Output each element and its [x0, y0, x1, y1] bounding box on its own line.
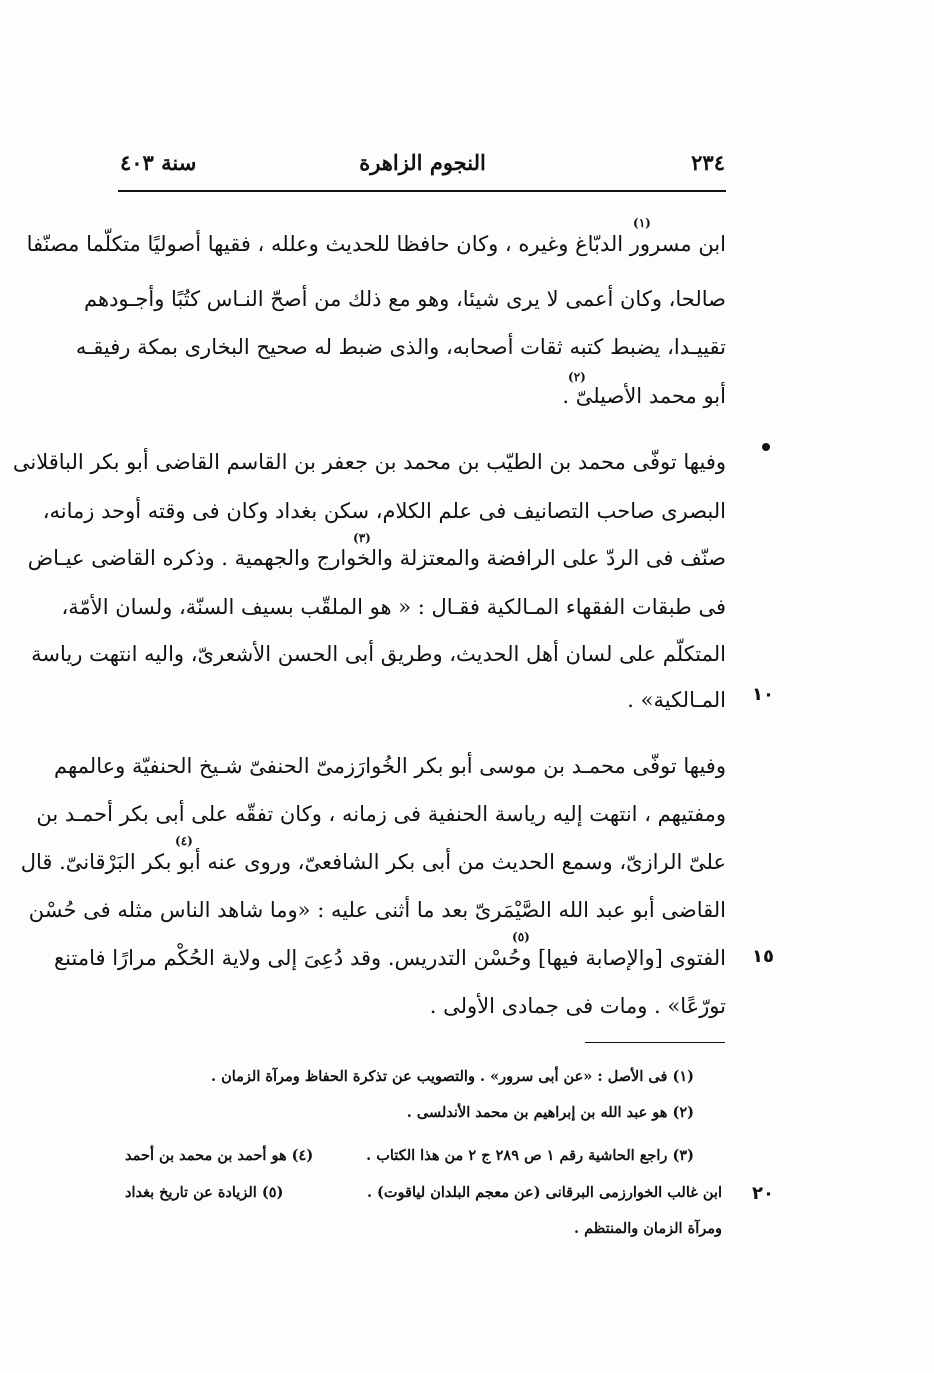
note-marker-5: (٥) [512, 930, 530, 944]
text-line: ابن مسرور الدبّاغ وغيره ، وكان حافظا للحديث وعلله ، فقيها أصوليًا متكلّما مصنّفا [26, 232, 726, 256]
text-line: ومفتيهم ، انتهت إليه رياسة الحنفية فى زمانه ، وكان تفقّه على أبى بكر أحمـد بن [36, 802, 726, 826]
text-line: الفتوى [والإصابة فيها] وحُسْن التدريس. وقد دُعِىَ إلى ولاية الحُكْم مرارًا فامتنع [54, 946, 726, 970]
text-line: البصرى صاحب التصانيف فى علم الكلام، سكن بغداد وكان فى وقته أوحد زمانه، [42, 499, 726, 523]
line-number-10: ١٠ [752, 684, 774, 705]
note-marker-3: (٣) [353, 531, 371, 545]
running-year: سنة ٤٠٣ [120, 150, 197, 175]
footnote-5-start: (٥) الزيادة عن تاريخ بغداد [125, 1184, 284, 1201]
footnote-4-start: (٤) هو أحمد بن محمد بن أحمد [125, 1147, 314, 1164]
footnote-rule [585, 1042, 725, 1043]
running-title: النجوم الزاهرة [359, 150, 486, 175]
text-line: تورّعًا» . ومات فى جمادى الأولى . [429, 994, 726, 1018]
text-line: صالحا، وكان أعمى لا يرى شيئا، وهو مع ذلك من أصحّ النـاس كتُبًا وأجـودهم [84, 287, 726, 311]
text-line: المـالكية» . [627, 688, 726, 712]
footnote-5-cont: ومرآة الزمان والمنتظم . [574, 1220, 722, 1237]
text-line: وفيها توفّى محمـد بن موسى أبو بكر الخُوارَزمىّ الحنفىّ شـيخ الحنفيّة وعالمهم [54, 754, 726, 778]
note-marker-4: (٤) [175, 834, 193, 848]
note-marker-2: (٢) [568, 370, 586, 384]
page-header [120, 150, 725, 182]
line-number-20: ٢٠ [752, 1183, 774, 1204]
text-line: تقييـدا، يضبط كتبه ثقات أصحابه، والذى ضبط له صحيح البخارى بمكة رفيقـه [75, 335, 726, 359]
footnote-2: (٢) هو عبد الله بن إبراهيم بن محمد الأندلسى . [406, 1104, 694, 1121]
header-rule [118, 190, 726, 192]
text-line: وفيها توفّى محمد بن الطيّب بن محمد بن جعفر بن القاسم القاضى أبو بكر الباقلانى [12, 450, 726, 474]
text-line: صنّف فى الردّ على الرافضة والمعتزلة والخوارج والجهمية . وذكره القاضى عيـاض [27, 546, 726, 570]
text-line: أبو محمد الأصيلىّ . [562, 384, 726, 408]
text-line: القاضى أبو عبد الله الصَّيْمَرىّ بعد ما أثنى عليه : «وما شاهد الناس مثله فى حُسْن [28, 898, 726, 922]
note-marker-1: (١) [633, 216, 651, 230]
line-number-15: ١٥ [752, 946, 774, 967]
page-number: ٢٣٤ [691, 150, 725, 175]
text-line: المتكلّم على لسان أهل الحديث، وطريق أبى الحسن الأشعرىّ، واليه انتهت رياسة [31, 642, 726, 666]
footnote-4-cont: ابن غالب الخوارزمى البرقانى (عن معجم البلدان لياقوت) . [366, 1184, 722, 1201]
text-line: علىّ الرازىّ، وسمع الحديث من أبى بكر الشافعىّ، وروى عنه أبو بكر البَرْقانىّ. قال [20, 850, 726, 874]
text-line: فى طبقات الفقهاء المـالكية فقـال : « هو الملقّب بسيف السنّة، ولسان الأمّة، [61, 595, 726, 619]
footnote-3: (٣) راجع الحاشية رقم ١ ص ٢٨٩ ج ٢ من هذا الكتاب . [366, 1147, 694, 1164]
section-marker [762, 443, 770, 451]
footnote-1: (١) فى الأصل : «عن أبى سرور» . والتصويب عن تذكرة الحفاظ ومرآة الزمان . [210, 1068, 694, 1085]
